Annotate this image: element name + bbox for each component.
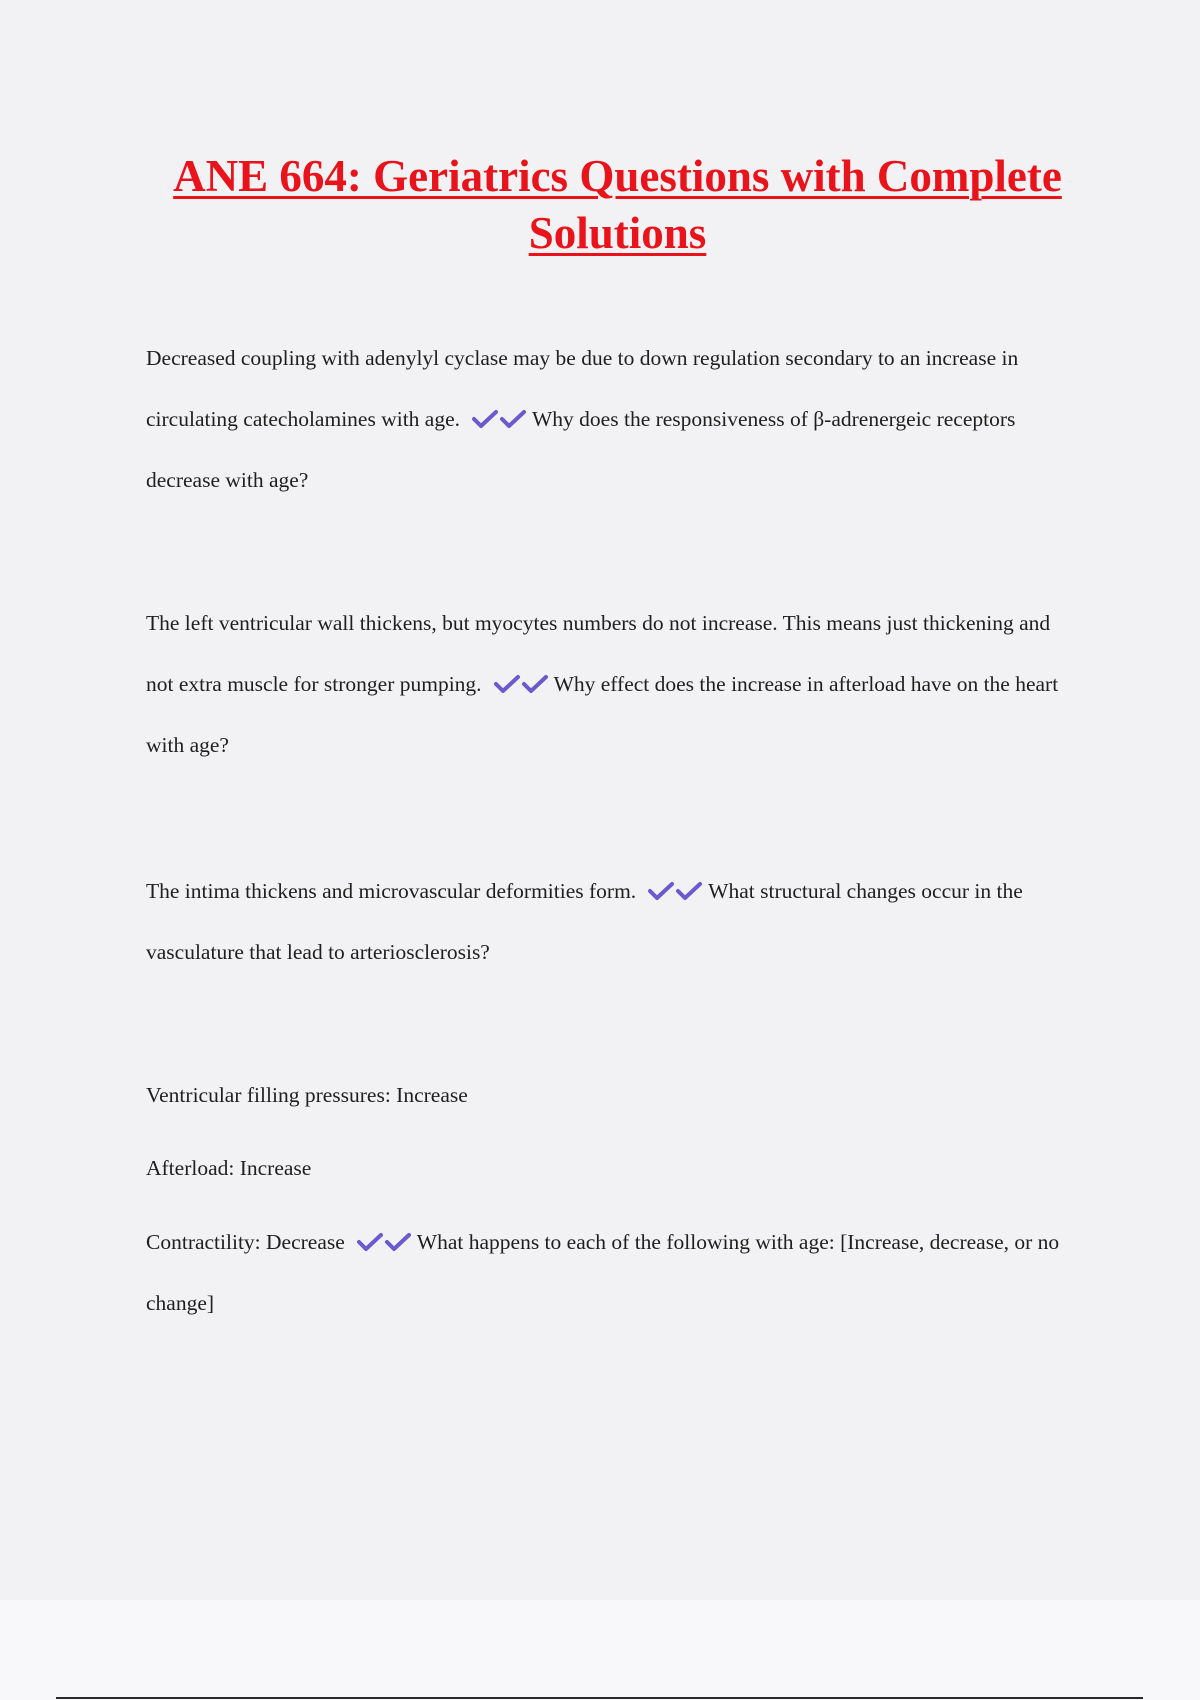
double-check-icon — [648, 880, 702, 902]
footer-divider — [56, 1697, 1143, 1699]
answer-line-filling-pressures: Ventricular filling pressures: Increase — [146, 1083, 468, 1107]
answer-text: Contractility: Decrease — [146, 1230, 345, 1254]
question-text: What happens to each of the following with age: [Increase, decrease, or no change] — [146, 1230, 1060, 1315]
document-title — [150, 148, 1085, 262]
double-check-icon — [494, 673, 548, 695]
answer-text: The left ventricular wall thickens, but myocytes numbers do not increase. This means just thickening and not extra muscle for stronger pumping. — [146, 611, 1051, 696]
double-check-icon — [357, 1231, 411, 1253]
qa-entry-2 — [146, 593, 1076, 776]
answer-text: The intima thickens and microvascular deformities form. — [146, 879, 637, 903]
qa-entry-4 — [146, 1212, 1076, 1334]
question-text: Why does the responsiveness of β-adrenergeic receptors decrease with age? — [146, 407, 1016, 492]
answer-line-afterload: Afterload: Increase — [146, 1156, 312, 1180]
qa-entry-1 — [146, 328, 1076, 511]
double-check-icon — [472, 408, 526, 430]
question-text: What structural changes occur in the vasculature that lead to arteriosclerosis? — [146, 879, 1023, 964]
document-title-text: ANE 664: Geriatrics Questions with Complete Solutions — [173, 151, 1062, 258]
qa-entry-3 — [146, 861, 1076, 983]
answer-text: Decreased coupling with adenylyl cyclase may be due to down regulation secondary to an increase in circulating catecholamines with age. — [146, 346, 1019, 431]
question-text: Why effect does the increase in afterload have on the heart with age? — [146, 672, 1059, 757]
